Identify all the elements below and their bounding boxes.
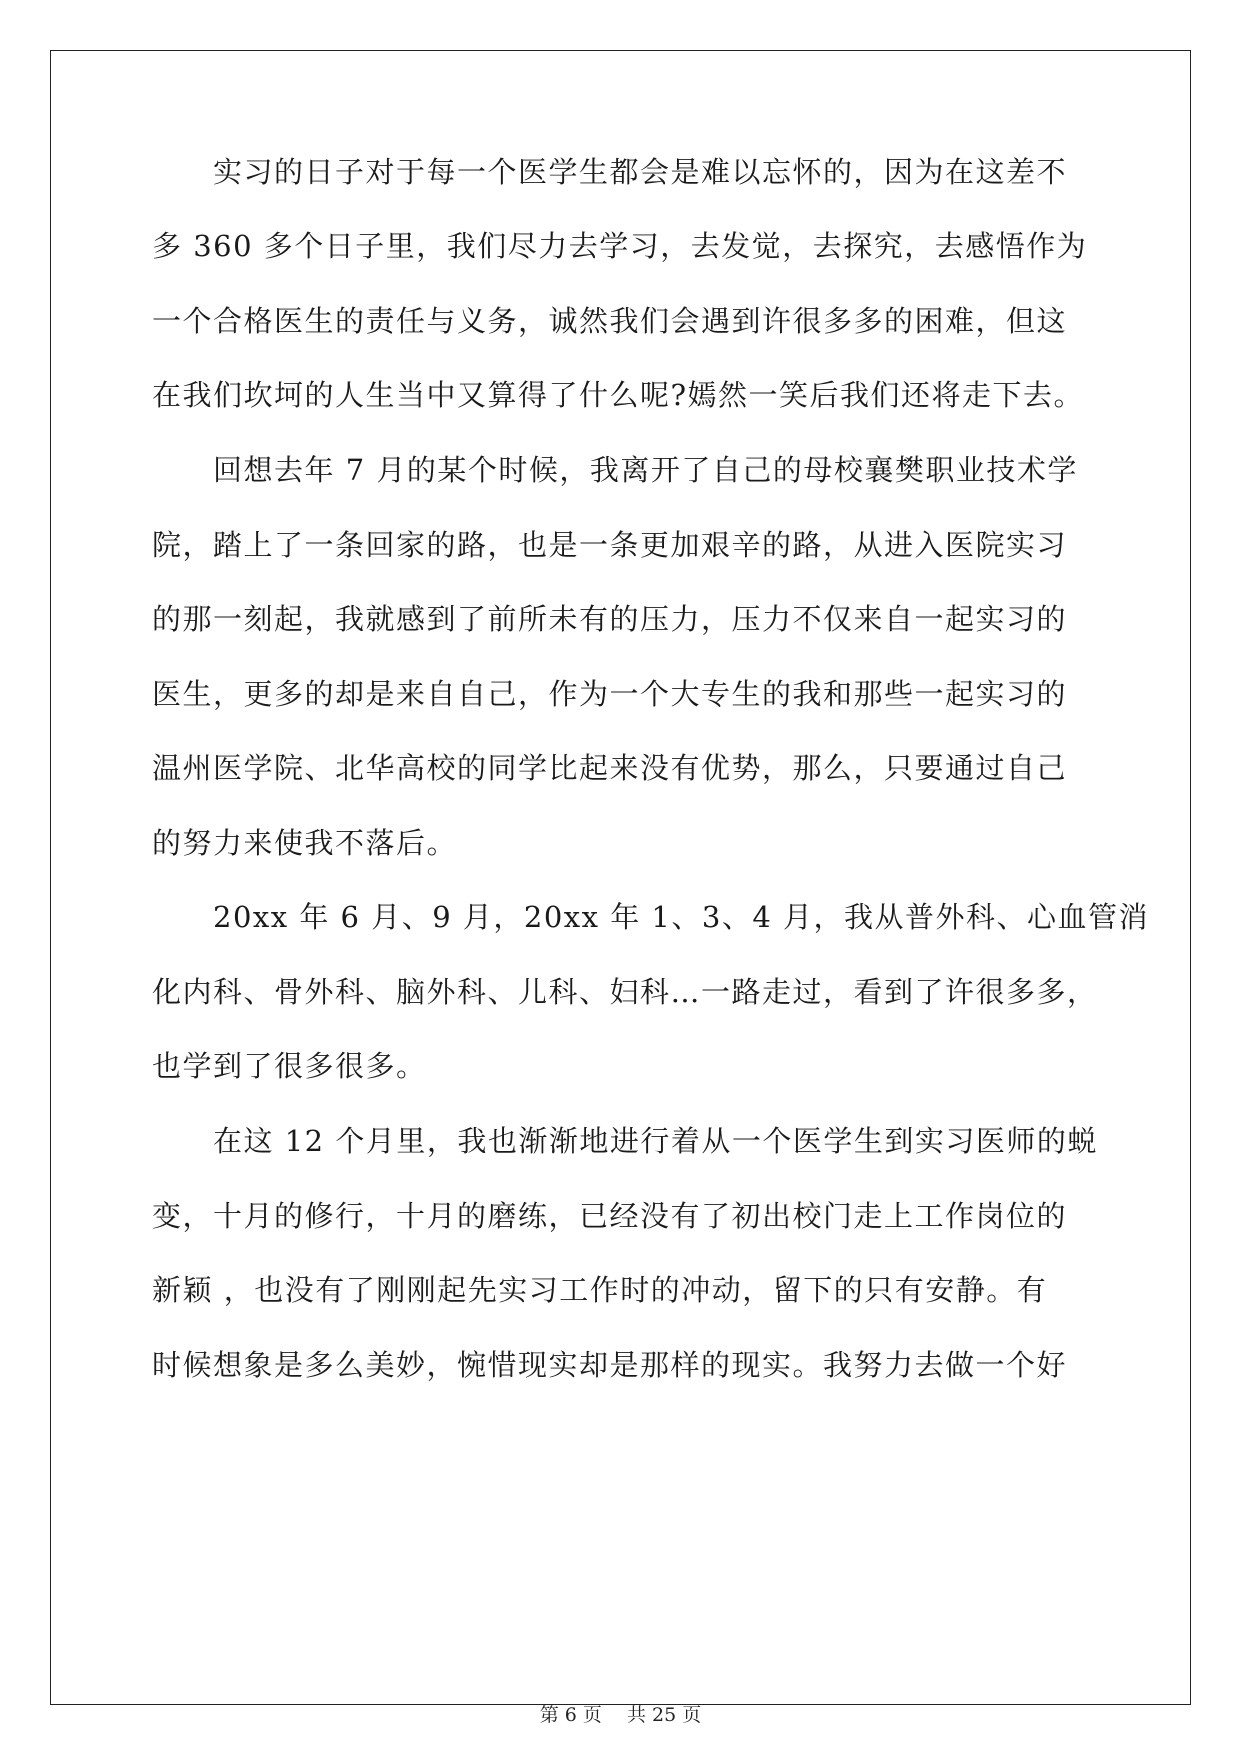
- text-line: 回想去年 7 月的某个时候，我离开了自己的母校襄樊职业技术学: [152, 453, 1078, 487]
- page-border: [50, 50, 1191, 1705]
- text-line: 医生，更多的却是来自自己，作为一个大专生的我和那些一起实习的: [152, 677, 1068, 711]
- text-line: 多 360 多个日子里，我们尽力去学习，去发觉，去探究，去感悟作为: [152, 229, 1088, 263]
- text-line: 在我们坎坷的人生当中又算得了什么呢?嫣然一笑后我们还将走下去。: [152, 378, 1085, 412]
- text-line: 化内科、骨外科、脑外科、儿科、妇科…一路走过，看到了许很多多，: [152, 975, 1098, 1009]
- text-line: 在这 12 个月里，我也渐渐地进行着从一个医学生到实习医师的蜕: [152, 1124, 1098, 1158]
- text-line: 的努力来使我不落后。: [152, 826, 458, 860]
- text-line: 也学到了很多很多。: [152, 1049, 427, 1083]
- text-line: 温州医学院、北华高校的同学比起来没有优势，那么，只要通过自己: [152, 751, 1068, 785]
- text-line: 变，十月的修行，十月的磨练，已经没有了初出校门走上工作岗位的: [152, 1199, 1068, 1233]
- text-line: 的那一刻起，我就感到了前所未有的压力，压力不仅来自一起实习的: [152, 602, 1068, 636]
- text-line: 院，踏上了一条回家的路，也是一条更加艰辛的路，从进入医院实习: [152, 528, 1068, 562]
- text-line: 一个合格医生的责任与义务，诚然我们会遇到许很多多的困难，但这: [152, 304, 1068, 338]
- page-number-footer: 第 6 页 共 25 页: [539, 1704, 702, 1726]
- text-line: 实习的日子对于每一个医学生都会是难以忘怀的，因为在这差不: [152, 155, 1068, 189]
- text-line: 新颖 ，也没有了刚刚起先实习工作时的冲动，留下的只有安静。有: [152, 1273, 1048, 1307]
- text-line: 20xx 年 6 月、9 月，20xx 年 1、3、4 月，我从普外科、心血管消: [152, 900, 1150, 934]
- text-line: 时候想象是多么美妙，惋惜现实却是那样的现实。我努力去做一个好: [152, 1348, 1068, 1382]
